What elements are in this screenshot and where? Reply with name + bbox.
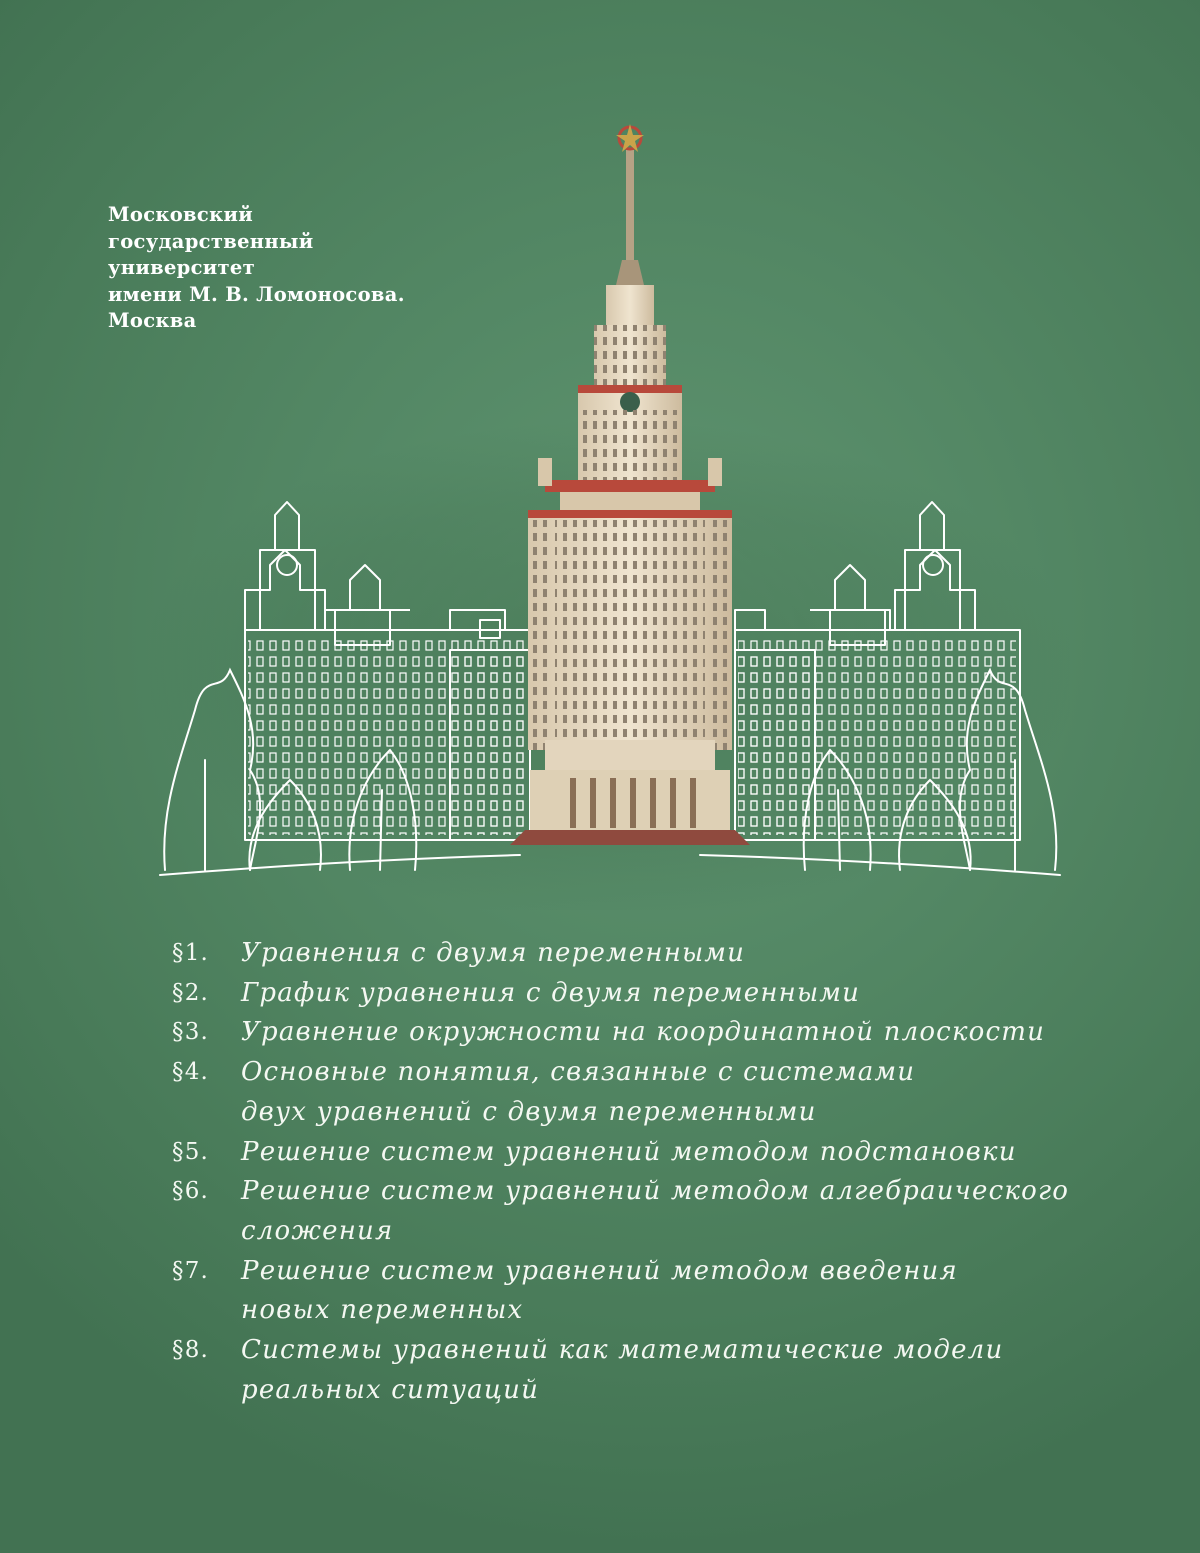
toc-number: §6. (172, 1178, 210, 1205)
toc-item[interactable] (172, 1331, 1132, 1410)
toc-item[interactable] (172, 1053, 1132, 1132)
toc-item[interactable] (172, 974, 1132, 1014)
toc-number: §5. (172, 1138, 210, 1165)
toc-number: §4. (172, 1059, 210, 1086)
toc-item[interactable] (172, 1133, 1132, 1173)
toc-title (241, 1172, 1132, 1251)
central-tower (510, 124, 750, 845)
toc-title-line: сложения (241, 1215, 394, 1246)
toc-title (241, 1053, 1132, 1132)
toc-number: §2. (172, 979, 210, 1006)
toc-title-line: Системы уравнений как математические модели (241, 1335, 1004, 1366)
toc-item[interactable] (172, 1172, 1132, 1251)
caption-line: Московский (108, 203, 253, 226)
toc-title (241, 1331, 1132, 1410)
caption-line: государственный (108, 229, 314, 253)
toc-number: §1. (172, 940, 210, 966)
toc-item[interactable] (172, 1013, 1132, 1053)
toc-number: §7. (172, 1257, 210, 1284)
toc-title-line: двух уравнений с двумя переменными (241, 1096, 817, 1127)
toc-title-line: Решение систем уравнений методом алгебраического (241, 1176, 1070, 1207)
toc-title-line: Основные понятия, связанные с системами (241, 1057, 916, 1088)
caption-line: Москва (108, 309, 197, 332)
toc-title-line: реальных ситуаций (241, 1374, 540, 1405)
toc-title-line: График уравнения с двумя переменными (241, 977, 861, 1008)
msu-building-illustration (150, 110, 1070, 910)
toc-title-line: Решение систем уравнений методом подстановки (241, 1136, 1017, 1167)
caption-line: университет (108, 256, 256, 279)
toc-title (241, 934, 1132, 974)
toc-title-line: новых переменных (241, 1295, 524, 1326)
caption-line: имени М. В. Ломоносова. (108, 282, 405, 306)
toc-item[interactable] (172, 1252, 1132, 1331)
toc-title (241, 974, 1132, 1014)
table-of-contents (172, 934, 1132, 1410)
toc-title-line: Решение систем уравнений методом введения (241, 1255, 958, 1286)
toc-title (241, 1133, 1132, 1173)
toc-title-line: Уравнение окружности на координатной плоскости (241, 1017, 1046, 1048)
toc-title (241, 1013, 1132, 1053)
toc-item[interactable] (172, 934, 1132, 974)
toc-number: §8. (172, 1337, 210, 1364)
toc-number: §3. (172, 1019, 210, 1046)
toc-title-line: Уравнения с двумя переменными (241, 938, 746, 968)
toc-title (241, 1252, 1132, 1331)
